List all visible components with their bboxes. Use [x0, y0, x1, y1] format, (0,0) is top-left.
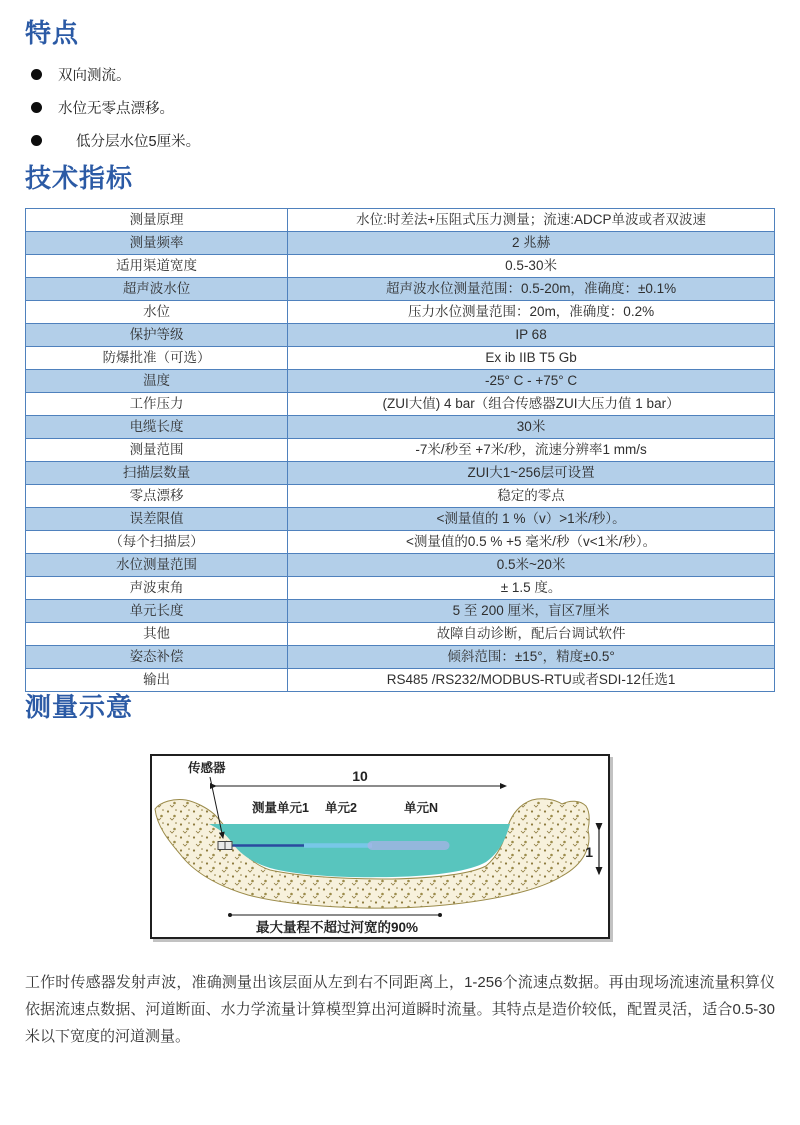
spec-row — [26, 462, 775, 485]
range-dimension-end-right — [438, 913, 442, 917]
spec-value-cell: 水位:时差法+压阻式压力测量；流速:ADCP单波或者双波速 — [288, 209, 775, 232]
spec-label-cell: 测量原理 — [26, 209, 288, 232]
depth-dimension-label: 1 — [585, 844, 593, 860]
spec-value-cell: 倾斜范围：±15°，精度±0.5° — [288, 646, 775, 669]
spec-value-cell: ZUI大1~256层可设置 — [288, 462, 775, 485]
features-heading: 特点 — [25, 18, 80, 48]
spec-label-cell: 输出 — [26, 669, 288, 692]
spec-value-cell: 2 兆赫 — [288, 232, 775, 255]
spec-row — [26, 531, 775, 554]
spec-label-cell: 适用渠道宽度 — [26, 255, 288, 278]
specs-heading: 技术指标 — [25, 163, 134, 193]
spec-label-cell: （每个扫描层） — [26, 531, 288, 554]
bullet-icon — [31, 69, 42, 80]
feature-item-text: 低分层水位5厘米。 — [76, 134, 201, 150]
range-label: 最大量程不超过河宽的90% — [255, 920, 419, 935]
spec-row — [26, 669, 775, 692]
unitN-label: 单元N — [404, 801, 439, 815]
spec-value-cell: Ex ib IIB T5 Gb — [288, 347, 775, 370]
spec-label-cell: 水位 — [26, 301, 288, 324]
unit1-label: 测量单元1 — [252, 801, 309, 815]
channel-cross-section — [152, 756, 608, 937]
spec-label-cell: 零点漂移 — [26, 485, 288, 508]
spec-row — [26, 600, 775, 623]
spec-value-cell: ± 1.5 度。 — [288, 577, 775, 600]
range-dimension-end-left — [228, 913, 232, 917]
spec-row — [26, 485, 775, 508]
spec-value-cell: 30米 — [288, 416, 775, 439]
spec-value-cell: 5 至 200 厘米，盲区7厘米 — [288, 600, 775, 623]
measurement-diagram — [150, 754, 610, 939]
spec-label-cell: 测量频率 — [26, 232, 288, 255]
bullet-icon — [31, 102, 42, 113]
spec-row — [26, 370, 775, 393]
spec-label-cell: 工作压力 — [26, 393, 288, 416]
description-paragraph: 工作时传感器发射声波，准确测量出该层面从左到右不同距离上，1-256个流速点数据。再由现场流速流量积算仪依据流速点数据、河道断面、水力学流量计算模型算出河道瞬时流量。其特点是造价较低，配置灵活，适合0.5-30米以下宽度的河道测量。 — [25, 974, 775, 1045]
spec-row — [26, 623, 775, 646]
spec-label-cell: 超声波水位 — [26, 278, 288, 301]
spec-value-cell: -7米/秒至 +7米/秒，流速分辨率1 mm/s — [288, 439, 775, 462]
spec-label-cell: 水位测量范围 — [26, 554, 288, 577]
feature-item — [31, 97, 775, 118]
spec-row — [26, 646, 775, 669]
spec-value-cell: RS485 /RS232/MODBUS-RTU或者SDI-12任选1 — [288, 669, 775, 692]
spec-value-cell: 0.5-30米 — [288, 255, 775, 278]
spec-label-cell: 扫描层数量 — [26, 462, 288, 485]
spec-label-cell: 误差限值 — [26, 508, 288, 531]
spec-label-cell: 测量范围 — [26, 439, 288, 462]
spec-label-cell: 防爆批准（可选） — [26, 347, 288, 370]
spec-value-cell: <测量值的 1 %（v）>1米/秒）。 — [288, 508, 775, 531]
spec-value-cell: <测量值的0.5 % +5 毫米/秒（v<1米/秒）。 — [288, 531, 775, 554]
feature-item — [31, 130, 775, 151]
spec-value-cell: (ZUI大值) 4 bar（组合传感器ZUI大压力值 1 bar） — [288, 393, 775, 416]
spec-row — [26, 508, 775, 531]
spec-label-cell: 保护等级 — [26, 324, 288, 347]
unit2-label: 单元2 — [325, 801, 357, 815]
spec-row — [26, 577, 775, 600]
spec-row — [26, 393, 775, 416]
diagram-heading: 测量示意 — [25, 692, 134, 722]
spec-value-cell: IP 68 — [288, 324, 775, 347]
bullet-icon — [31, 135, 42, 146]
spec-row — [26, 301, 775, 324]
spec-value-cell: 压力水位测量范围：20m，准确度：0.2% — [288, 301, 775, 324]
spec-row — [26, 347, 775, 370]
spec-label-cell: 声波束角 — [26, 577, 288, 600]
features-list — [25, 64, 775, 151]
feature-item — [31, 64, 775, 85]
spec-label-cell: 电缆长度 — [26, 416, 288, 439]
sensor-label: 传感器 — [188, 761, 226, 775]
spec-row — [26, 324, 775, 347]
spec-row — [26, 209, 775, 232]
spec-table — [25, 208, 775, 692]
spec-table-body — [26, 209, 775, 692]
spec-row — [26, 232, 775, 255]
width-dimension-label: 10 — [352, 768, 368, 784]
spec-value-cell: 故障自动诊断，配后台调试软件 — [288, 623, 775, 646]
spec-label-cell: 温度 — [26, 370, 288, 393]
spec-row — [26, 255, 775, 278]
spec-label-cell: 单元长度 — [26, 600, 288, 623]
spec-value-cell: 0.5米~20米 — [288, 554, 775, 577]
spec-row — [26, 416, 775, 439]
spec-label-cell: 其他 — [26, 623, 288, 646]
feature-item-text: 水位无零点漂移。 — [58, 101, 174, 117]
spec-row — [26, 278, 775, 301]
feature-item-text: 双向测流。 — [58, 68, 131, 84]
spec-value-cell: 稳定的零点 — [288, 485, 775, 508]
spec-label-cell: 姿态补偿 — [26, 646, 288, 669]
spec-row — [26, 554, 775, 577]
spec-value-cell: -25° C - +75° C — [288, 370, 775, 393]
spec-row — [26, 439, 775, 462]
spec-value-cell: 超声波水位测量范围：0.5-20m，准确度：±0.1% — [288, 278, 775, 301]
